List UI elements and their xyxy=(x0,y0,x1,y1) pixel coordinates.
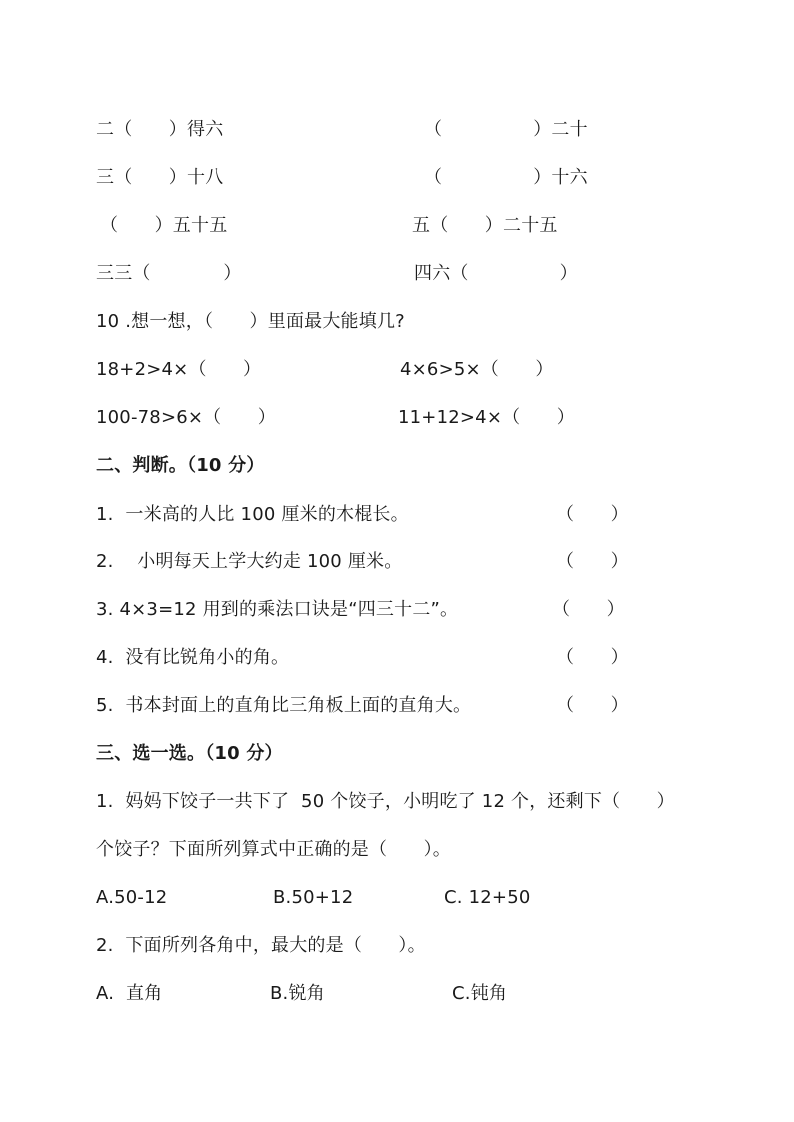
judge-blank-4[interactable]: （ ） xyxy=(556,647,629,668)
judge-blank-1[interactable]: （ ） xyxy=(556,504,629,525)
choose-heading: 三、选一选。（10 分） xyxy=(96,743,283,764)
judge-heading: 二、判断。（10 分） xyxy=(96,455,265,476)
mnemonic-left-3: （ ）五十五 xyxy=(100,215,228,236)
choose-q2-option-c[interactable]: C.钝角 xyxy=(452,983,508,1004)
choose-q1-line1: 1. 妈妈下饺子一共下了 50 个饺子，小明吃了 12 个，还剩下（ ） xyxy=(96,791,675,812)
mnemonic-right-3: 五（ ）二十五 xyxy=(412,215,558,236)
judge-blank-2[interactable]: （ ） xyxy=(556,551,629,572)
judge-item-3: 3. 4×3=12 用到的乘法口诀是“四三十二”。 xyxy=(96,599,459,620)
mnemonic-left-1: 二（ ）得六 xyxy=(96,119,224,140)
mnemonic-left-4: 三三（ ） xyxy=(96,263,242,284)
mnemonic-left-2: 三（ ）十八 xyxy=(96,167,224,188)
choose-q2-option-b[interactable]: B.锐角 xyxy=(270,983,325,1004)
judge-item-1: 1. 一米高的人比 100 厘米的木棍长。 xyxy=(96,504,409,525)
judge-blank-3[interactable]: （ ） xyxy=(552,599,625,620)
mnemonic-right-4: 四六（ ） xyxy=(414,263,578,284)
q10-left-1: 18+2>4×（ ） xyxy=(96,359,262,380)
q10-title: 10 .想一想，（ ）里面最大能填几? xyxy=(96,311,405,332)
choose-q1-option-c[interactable]: C. 12+50 xyxy=(444,887,531,908)
judge-item-4: 4. 没有比锐角小的角。 xyxy=(96,647,290,668)
mnemonic-right-1: （ ）二十 xyxy=(424,119,588,140)
choose-q1-option-b[interactable]: B.50+12 xyxy=(273,887,354,908)
q10-right-2: 11+12>4×（ ） xyxy=(398,407,575,428)
judge-item-5: 5. 书本封面上的直角比三角板上面的直角大。 xyxy=(96,695,472,716)
choose-q2: 2. 下面所列各角中，最大的是（ ）。 xyxy=(96,935,426,956)
choose-q1-option-a[interactable]: A.50-12 xyxy=(96,887,168,908)
judge-item-2: 2. 小明每天上学大约走 100 厘米。 xyxy=(96,551,403,572)
choose-q1-line2: 个饺子？下面所列算式中正确的是（ ）。 xyxy=(96,839,451,860)
q10-left-2: 100-78>6×（ ） xyxy=(96,407,276,428)
q10-right-1: 4×6>5×（ ） xyxy=(400,359,554,380)
judge-blank-5[interactable]: （ ） xyxy=(556,695,629,716)
choose-q2-option-a[interactable]: A. 直角 xyxy=(96,983,163,1004)
mnemonic-right-2: （ ）十六 xyxy=(424,167,588,188)
